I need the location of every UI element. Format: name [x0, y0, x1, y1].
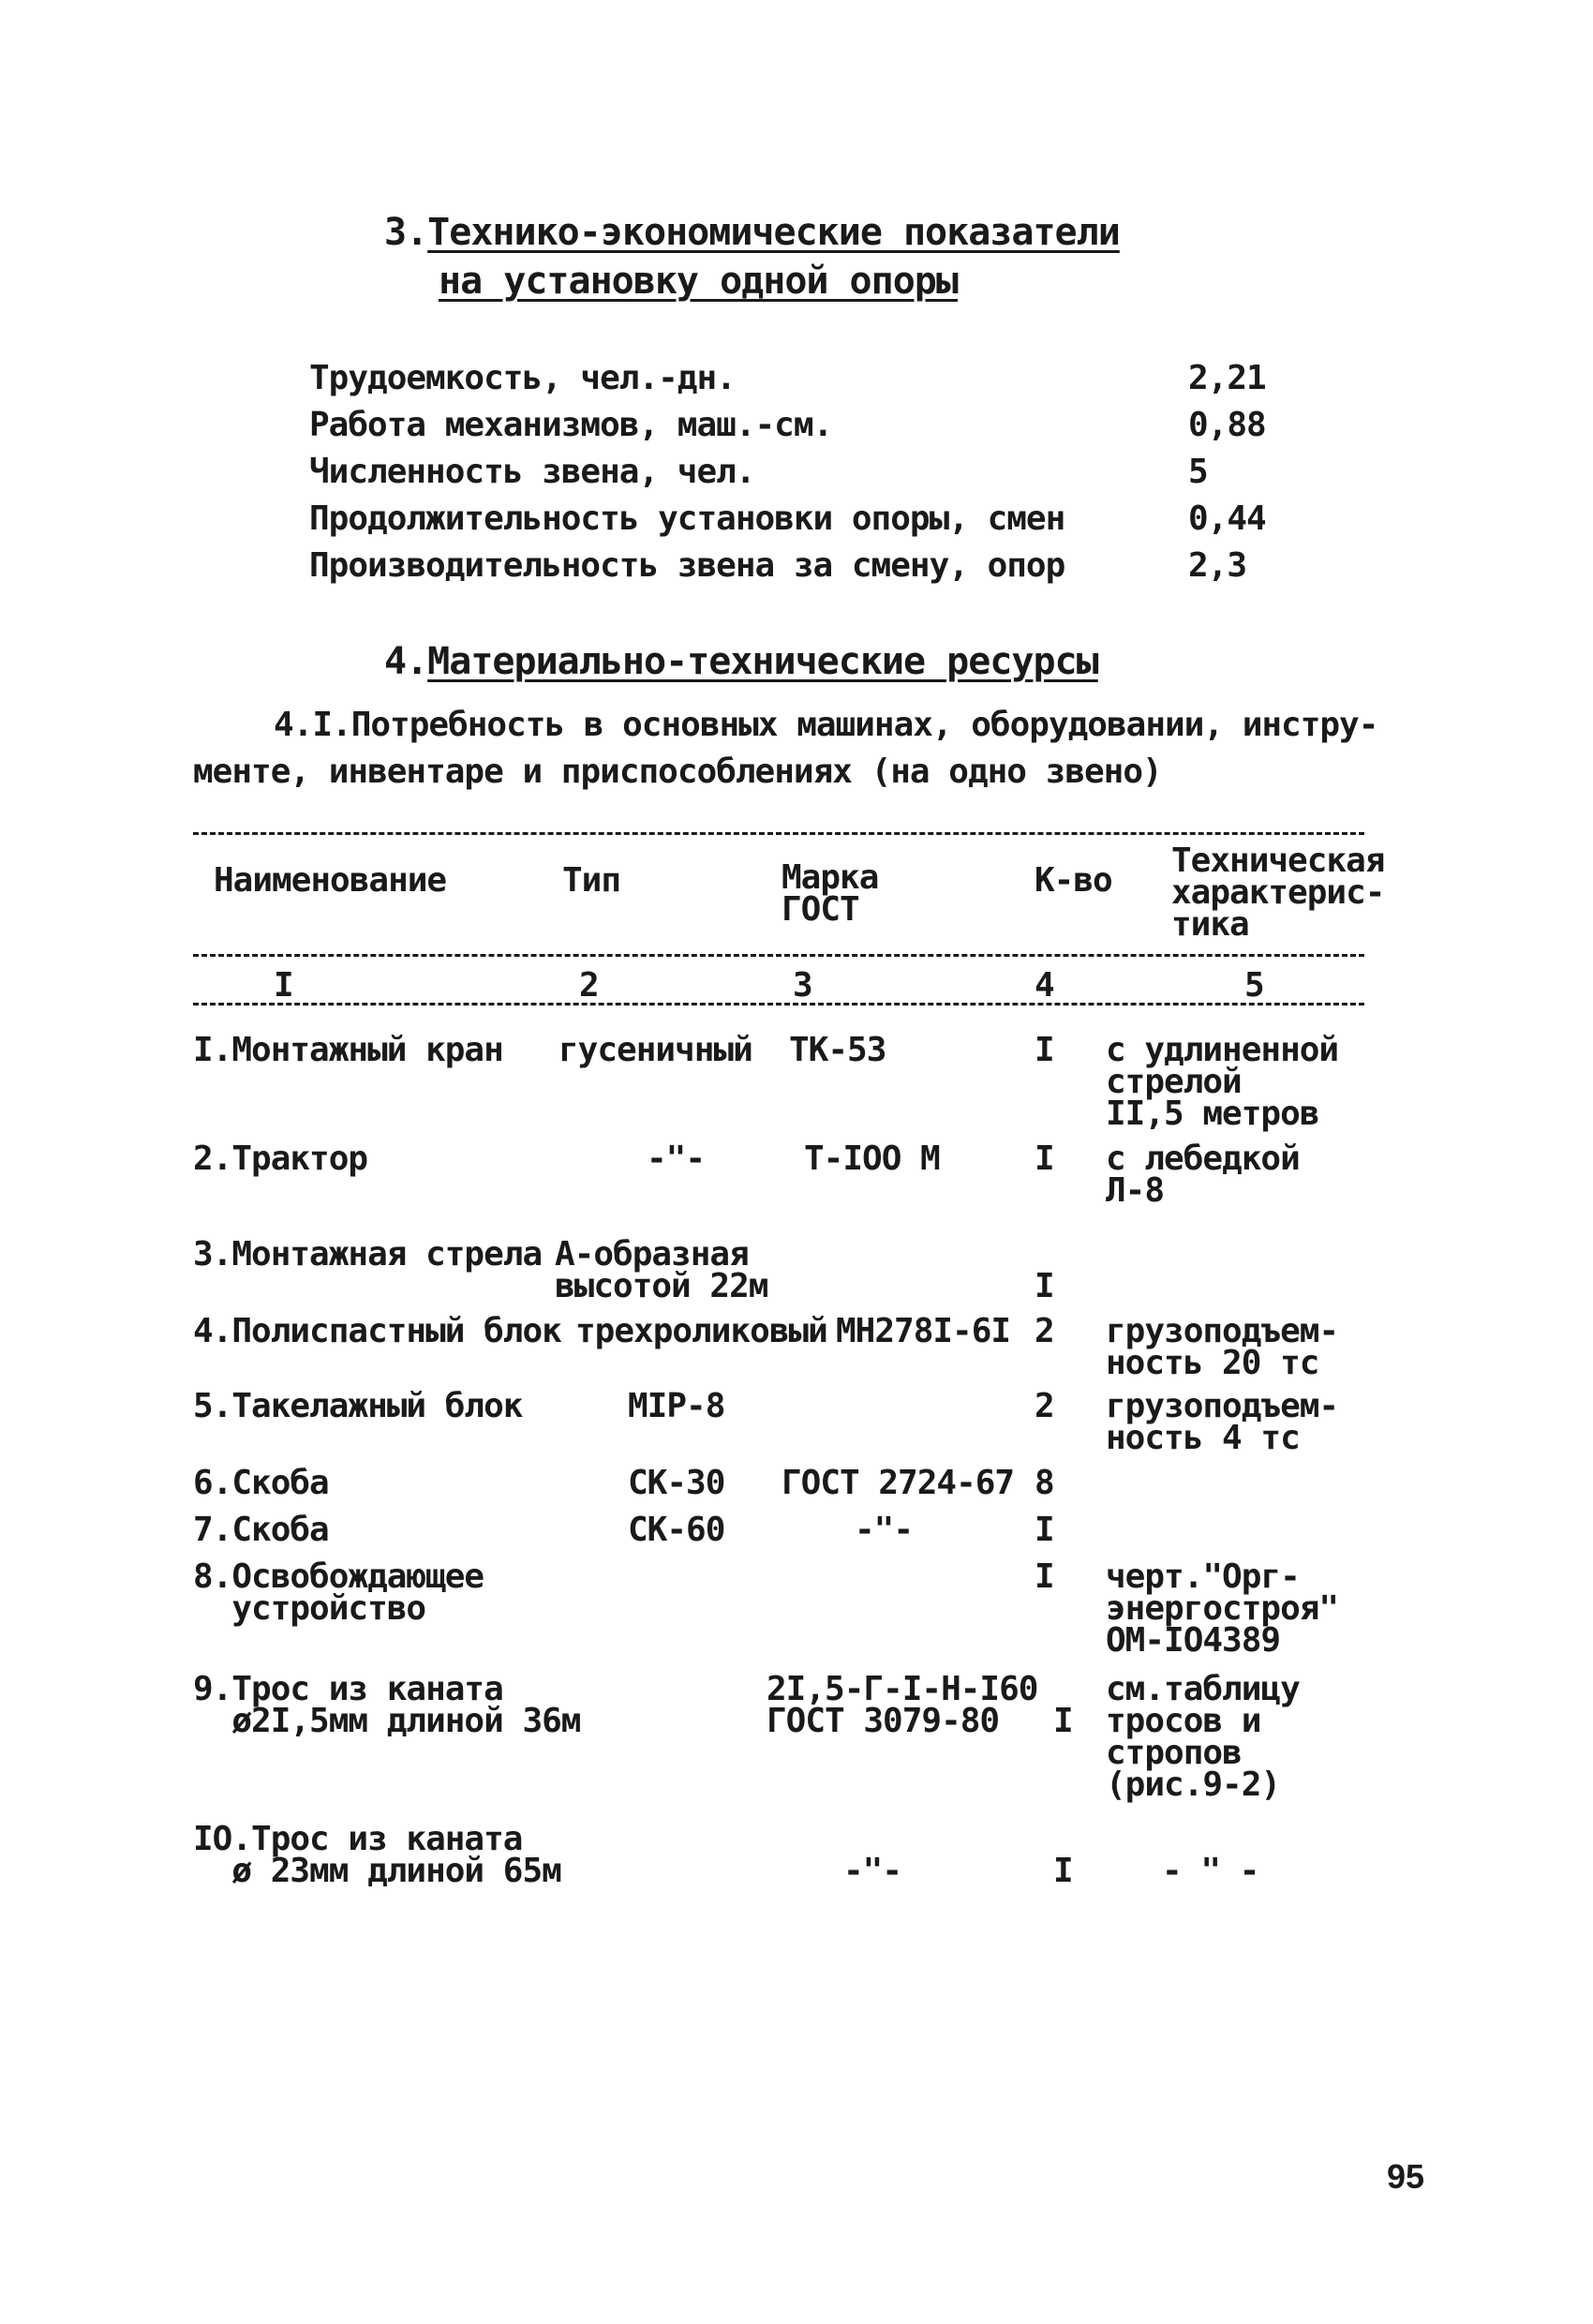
table-top-rule: [193, 832, 1364, 835]
table-cell-type: трехроликовый: [575, 1312, 827, 1350]
table-cell-tech: с удлиненной стрелой II,5 метров: [1106, 1031, 1339, 1133]
col-number: 4: [1035, 966, 1054, 1005]
indicator-label: Трудоемкость, чел.-дн.: [309, 359, 736, 397]
table-cell-qty: 8: [1035, 1464, 1054, 1502]
table-cell-brand: -"-: [855, 1511, 914, 1549]
section4-sub-line1: 4.I.Потребность в основных машинах, оборудовании, инстру-: [274, 706, 1378, 744]
indicator-label: Работа механизмов, маш.-см.: [309, 406, 833, 444]
col-numbers-rule: [193, 1003, 1364, 1006]
table-cell-qty: I: [1035, 1557, 1054, 1596]
table-cell-tech: с лебедкой Л-8: [1106, 1140, 1300, 1210]
table-cell-qty: 2: [1035, 1312, 1054, 1350]
table-cell-name: 6.Скоба: [193, 1464, 329, 1502]
table-cell-tech: грузоподъем- ность 4 тс: [1106, 1387, 1339, 1457]
table-cell-brand: ТК-53: [789, 1031, 886, 1069]
table-cell-qty: I: [1053, 1852, 1073, 1890]
col-number: I: [274, 966, 293, 1005]
section4-title: Материально-технические ресурсы: [427, 640, 1098, 683]
table-cell-name: 8.Освобождающее устройство: [193, 1557, 484, 1628]
table-cell-brand: Т-IOO М: [804, 1140, 940, 1178]
table-cell-name: 5.Такелажный блок: [193, 1387, 523, 1425]
table-cell-tech: - " -: [1162, 1852, 1259, 1890]
indicator-value: 0,88: [1188, 406, 1266, 444]
table-cell-type: А-образная высотой 22м: [555, 1235, 768, 1305]
table-cell-brand: 2I,5-Г-I-Н-I60 ГОСТ 3079-80: [767, 1670, 1038, 1740]
table-cell-qty: 2: [1035, 1387, 1054, 1425]
header-brand: Марка ГОСТ: [782, 858, 879, 929]
col-number: 3: [793, 966, 812, 1005]
table-cell-name: 7.Скоба: [193, 1511, 329, 1549]
indicator-value: 0,44: [1188, 499, 1266, 538]
table-cell-type: СК-60: [628, 1511, 725, 1549]
table-cell-type: МIР-8: [628, 1387, 725, 1425]
table-cell-brand: МН278I-6I: [836, 1312, 1011, 1350]
table-cell-type: гусеничный: [558, 1031, 752, 1069]
col-number: 5: [1244, 966, 1264, 1005]
section4-number: 4.: [384, 640, 428, 683]
section4-heading: [384, 641, 1098, 682]
section3-number: 3.: [384, 211, 428, 254]
table-cell-qty: I: [1035, 1140, 1054, 1178]
table-cell-tech: см.таблицу тросов и стропов (рис.9-2): [1106, 1670, 1300, 1804]
table-cell-tech: грузоподъем- ность 20 тс: [1106, 1312, 1339, 1382]
header-type: Тип: [562, 861, 621, 900]
header-qty: К-во: [1035, 861, 1112, 900]
table-cell-qty: I: [1053, 1702, 1073, 1740]
table-cell-type: СК-30: [628, 1464, 725, 1502]
section3-title-line1: Технико-экономические показатели: [427, 211, 1120, 254]
table-cell-type: -"-: [647, 1140, 706, 1178]
header-bottom-rule: [193, 954, 1364, 957]
table-cell-tech: черт."Орг- энергостроя" ОМ-IO4389: [1106, 1557, 1339, 1660]
table-cell-qty: I: [1035, 1511, 1054, 1549]
header-name: Наименование: [214, 861, 447, 900]
table-cell-brand: ГОСТ 2724-67: [782, 1464, 1015, 1502]
section3-heading-line1: [384, 212, 1120, 253]
section4-sub-line2: менте, инвентаре и приспособлениях (на одно звено): [193, 752, 1162, 791]
table-cell-name: 9.Трос из каната ø2I,5мм длиной 36м: [193, 1670, 581, 1740]
table-cell-name: I.Монтажный кран: [193, 1031, 503, 1069]
section3-title-line2: на установку одной опоры: [439, 260, 958, 303]
table-cell-name: 3.Монтажная стрела: [193, 1235, 543, 1274]
indicator-value: 5: [1188, 453, 1208, 491]
table-cell-name: 2.Трактор: [193, 1140, 368, 1178]
table-cell-brand: -"-: [843, 1852, 902, 1890]
col-number: 2: [579, 966, 599, 1005]
indicator-value: 2,3: [1188, 546, 1247, 585]
indicator-label: Производительность звена за смену, опор: [309, 546, 1065, 585]
indicator-label: Численность звена, чел.: [309, 453, 755, 491]
table-cell-qty: I: [1035, 1031, 1054, 1069]
table-cell-qty: I: [1035, 1267, 1054, 1305]
indicator-label: Продолжительность установки опоры, смен: [309, 499, 1065, 538]
table-cell-name: 4.Полиспастный блок: [193, 1312, 561, 1350]
page-number: 95: [1387, 2157, 1425, 2196]
indicator-value: 2,21: [1188, 359, 1266, 397]
table-cell-name: IO.Трос из каната ø 23мм длиной 65м: [193, 1820, 561, 1890]
header-tech: Техническая характерис- тика: [1171, 842, 1385, 944]
